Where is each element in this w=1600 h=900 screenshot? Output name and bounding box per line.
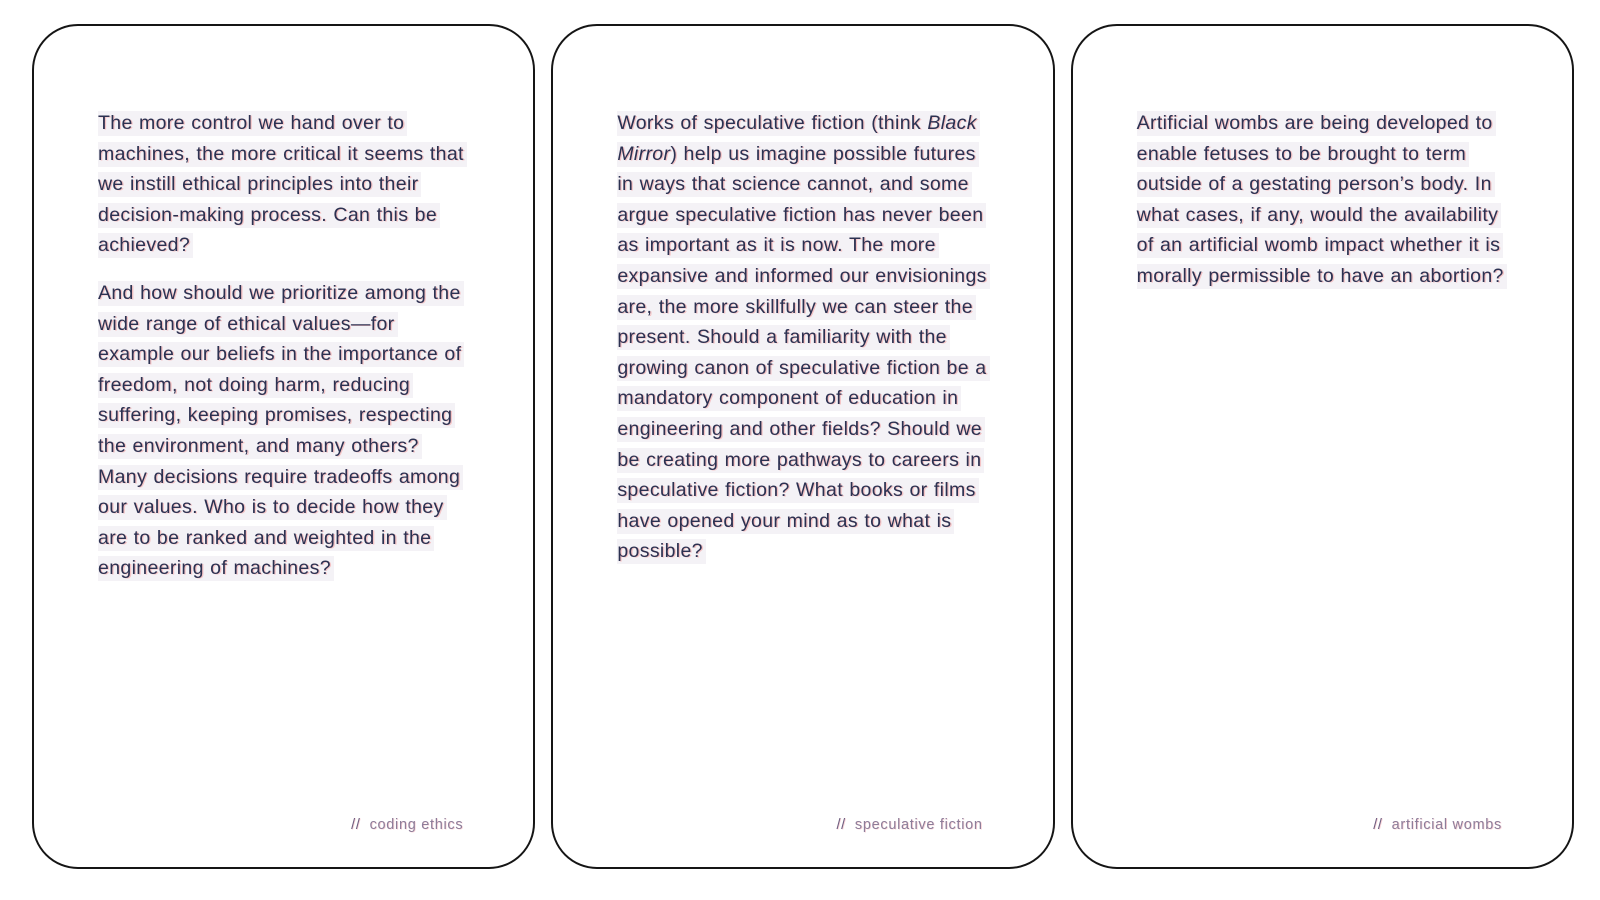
paragraph-text: The more control we hand over to machines, the more critical it seems that we instill ethical principles into their decision-making process. Can this be achieved? [98,111,467,258]
card-tag [836,817,982,833]
tag-label: artificial wombs [1391,817,1502,833]
paragraph-text: And how should we prioritize among the wide range of ethical values—for example our beliefs in the importance of freedom, not doing harm, reducing suffering, keeping promises, respecting the environment, and many others? Many decisions require tradeoffs among our values. Who is to decide how they are to be ranked and weighted in the engineering of machines? [98,281,464,581]
tag-slashes-icon: // [351,817,361,833]
card-tag [351,817,463,833]
tag-slashes-icon: // [836,817,846,833]
card-coding-ethics [32,24,535,869]
paragraph-text: Artificial wombs are being developed to enable fetuses to be brought to term outside of a gestating person’s body. In what cases, if any, would the availability of an artificial womb impact whether it is morally permissible to have an abortion? [1137,111,1507,289]
card-body [617,108,988,567]
card-paragraph [98,108,469,261]
paragraph-text: Works of speculative fiction (think Black Mirror) help us imagine possible futures in ways that science cannot, and some argue speculative fiction has never been as important as it is now. The more expansive and informed our envisionings are, the more skillfully we can steer the present. Should a familiarity with the growing canon of speculative fiction be a mandatory component of education in engineering and other fields? Should we be creating more pathways to careers in speculative fiction? What books or films have opened your mind as to what is possible? [617,111,989,564]
card-paragraph [617,108,988,567]
card-artificial-wombs [1071,24,1574,869]
card-body [98,108,469,584]
tag-label: coding ethics [369,817,464,833]
card-tag [1373,817,1502,833]
tag-label: speculative fiction [854,817,983,833]
card-paragraph [98,278,469,584]
card-paragraph [1137,108,1508,292]
card-body [1137,108,1508,292]
card-speculative-fiction [551,24,1054,869]
tag-slashes-icon: // [1373,817,1383,833]
